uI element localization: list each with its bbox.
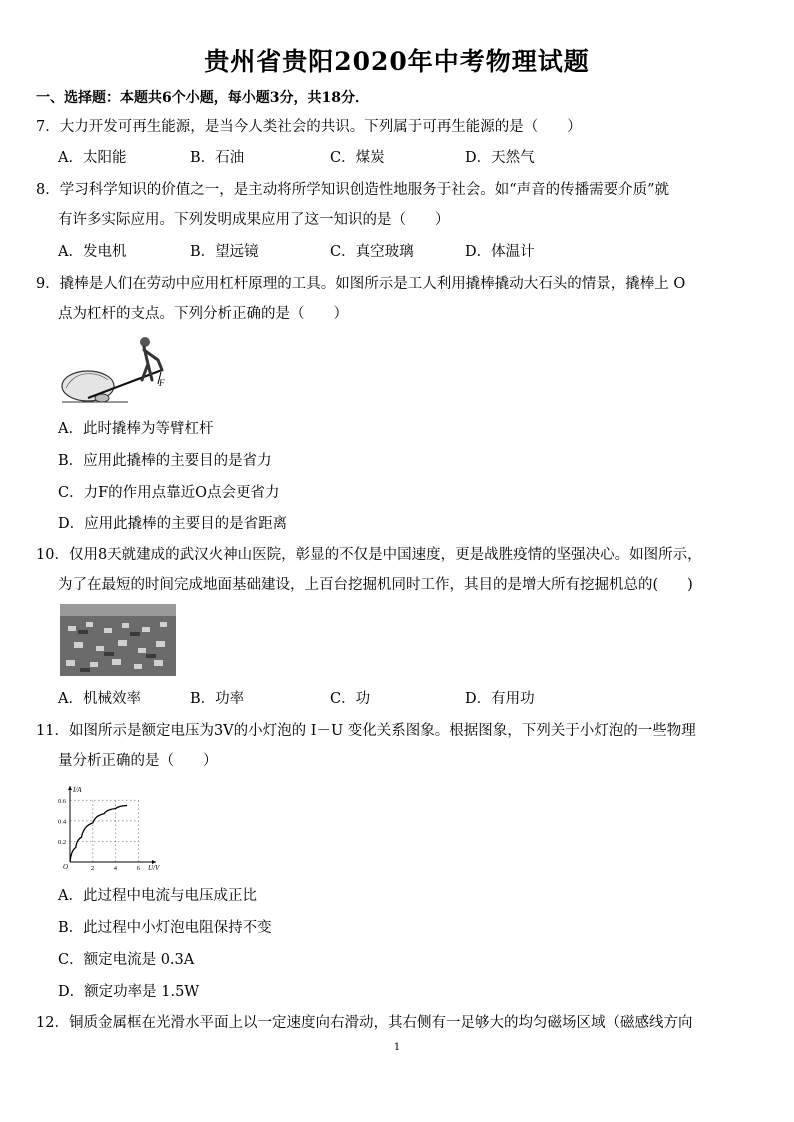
q7-option-a: A．太阳能 [58, 150, 127, 166]
y-tick-label: 0.6 [58, 797, 67, 805]
y-tick-label: 0.2 [58, 838, 67, 846]
q8-option-a: A．发电机 [58, 244, 127, 260]
q9-option-b: B．应用此撬棒的主要目的是省力 [58, 453, 272, 469]
q7-option-b: B．石油 [190, 150, 245, 166]
y-axis-label: I/A [73, 786, 82, 794]
crowbar-figure [58, 334, 188, 408]
iu-curve [70, 805, 127, 862]
q11-option-c: C．额定电流是 0.3A [58, 952, 195, 968]
x-axis-label: U/V [148, 864, 160, 872]
q8-stem-line2: 有许多实际应用。下列发明成果应用了这一知识的是（ ） [58, 212, 450, 228]
page-number: 1 [393, 1042, 401, 1053]
q12-stem-line1: 12．铜质金属框在光滑水平面上以一定速度向右滑动，其右侧有一足够大的均匀磁场区域（磁感线方向 [36, 1015, 693, 1031]
q11-stem-line2: 量分析正确的是（ ） [58, 753, 218, 769]
force-label: F [159, 378, 165, 388]
section-heading: 一、选择题：本题共6个小题，每小题3分，共18分． [36, 90, 369, 106]
q8-option-b: B．望远镜 [190, 244, 259, 260]
q9-option-d: D．应用此撬棒的主要目的是省距离 [58, 516, 288, 532]
q9-stem-line1: 9．撬棒是人们在劳动中应用杠杆原理的工具。如图所示是工人利用撬棒撬动大石头的情景，撬棒上 O [36, 276, 686, 292]
iu-chart [58, 784, 168, 876]
q7-stem: 7．大力开发可再生能源，是当今人类社会的共识。下列属于可再生能源的是（ ） [36, 119, 582, 135]
q10-option-c: C．功 [330, 691, 371, 707]
q7-option-c: C．煤炭 [330, 150, 385, 166]
q8-option-d: D．体温计 [465, 244, 535, 260]
q10-stem-line2: 为了在最短的时间完成地面基础建设，上百台挖掘机同时工作，其目的是增大所有挖掘机总的( ) [58, 577, 693, 593]
q8-stem-line1: 8．学习科学知识的价值之一，是主动将所学知识创造性地服务于社会。如“声音的传播需要介质”就 [36, 182, 670, 198]
q9-stem-line2: 点为杠杆的支点。下列分析正确的是（ ） [58, 306, 348, 322]
q10-option-d: D．有用功 [465, 691, 535, 707]
q9-option-c: C．力F的作用点靠近O点会更省力 [58, 485, 280, 501]
worker-head [140, 337, 150, 347]
q7-option-d: D．天然气 [465, 150, 535, 166]
q9-option-a: A．此时撬棒为等臂杠杆 [58, 421, 214, 437]
q11-option-b: B．此过程中小灯泡电阻保持不变 [58, 920, 272, 936]
q11-option-a: A．此过程中电流与电压成正比 [58, 888, 257, 904]
x-tick-label: 2 [90, 865, 95, 872]
x-tick-label: 6 [136, 865, 140, 872]
q10-option-b: B．功率 [190, 691, 245, 707]
y-axis-arrow [68, 786, 72, 790]
origin-label: O [63, 863, 69, 871]
excavator-photo [60, 604, 176, 676]
x-tick-label: 4 [113, 865, 117, 872]
y-tick-label: 0.4 [58, 818, 67, 826]
q8-option-c: C．真空玻璃 [330, 244, 414, 260]
page-title: 贵州省贵阳2020年中考物理试题 [204, 47, 590, 76]
worker-body [142, 347, 162, 380]
q11-stem-line1: 11．如图所示是额定电压为3V的小灯泡的 I－U 变化关系图象。根据图象，下列关于小灯泡的一些物理 [36, 723, 696, 739]
q10-option-a: A．机械效率 [58, 691, 141, 707]
q11-option-d: D．额定功率是 1.5W [58, 984, 200, 1000]
q10-stem-line1: 10．仅用8天就建成的武汉火神山医院，彰显的不仅是中国速度，更是战胜疫情的坚强决心。如图所示， [36, 547, 702, 563]
